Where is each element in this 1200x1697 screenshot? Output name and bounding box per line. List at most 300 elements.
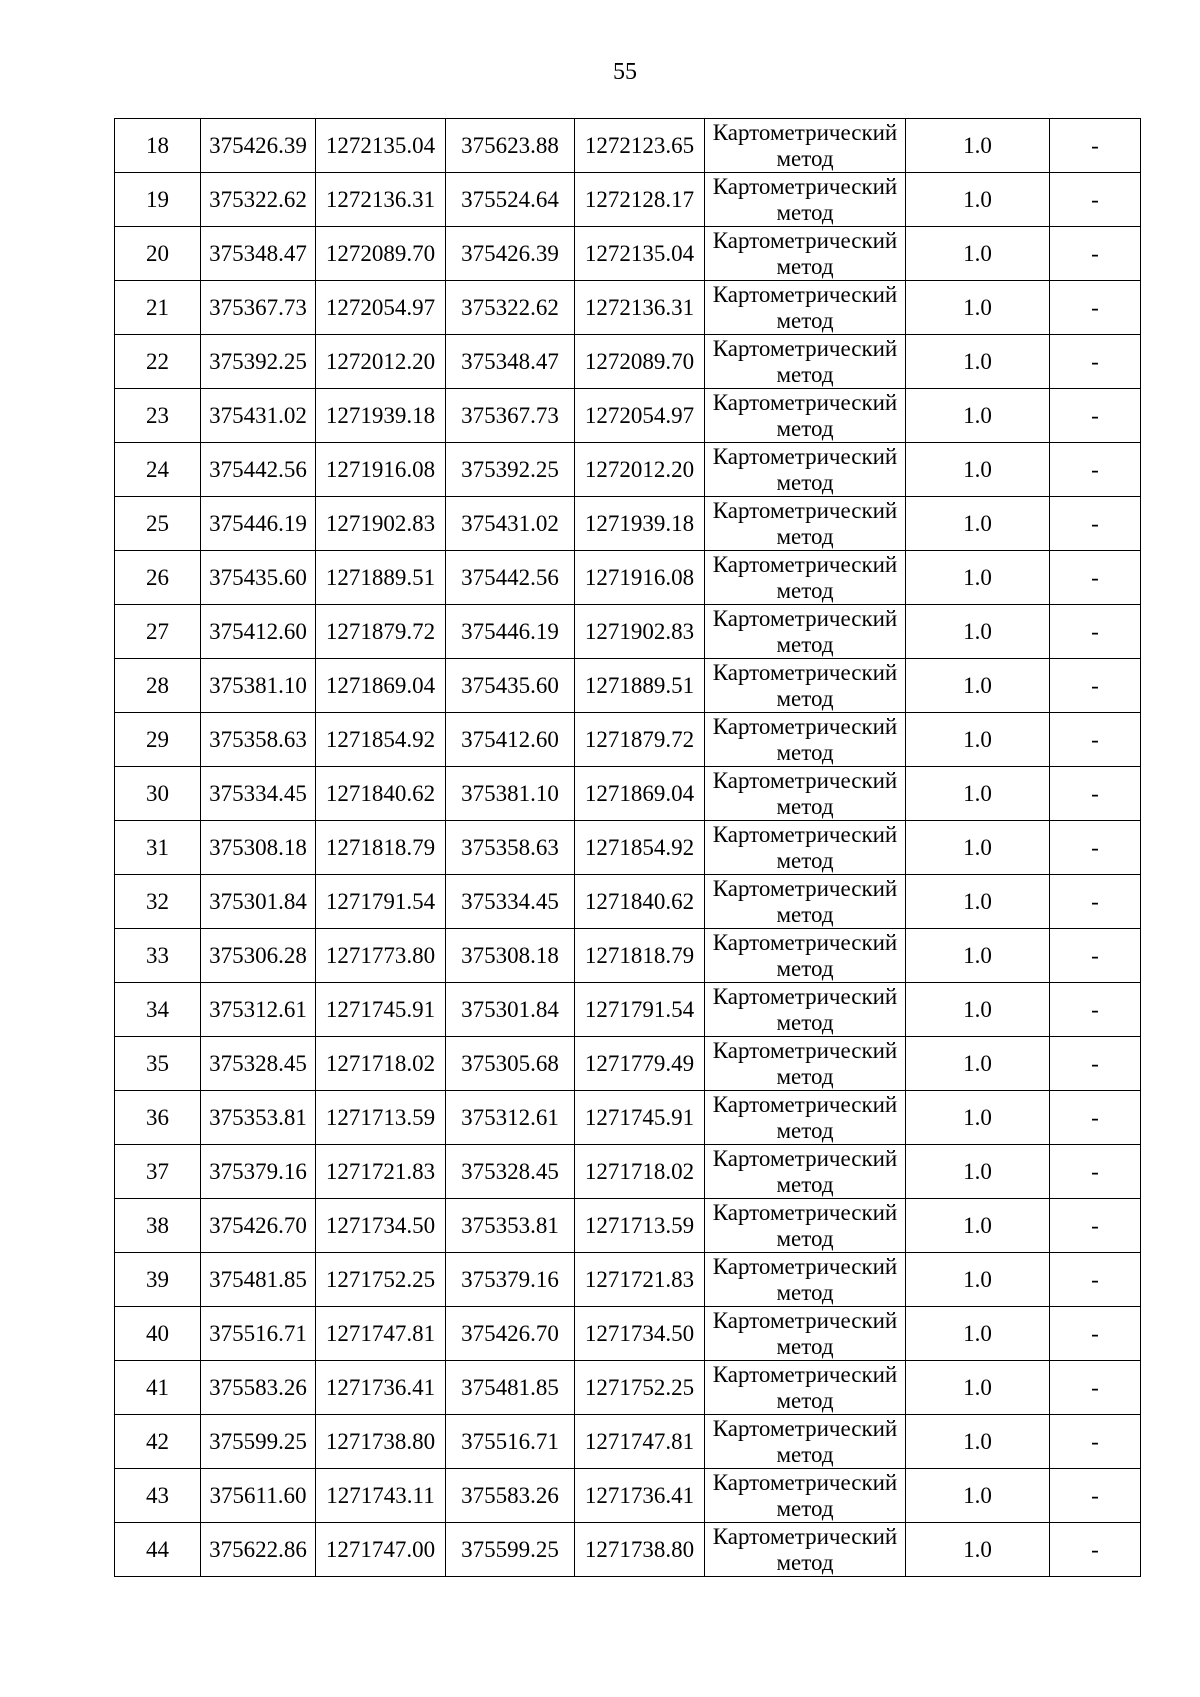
note-cell: - <box>1050 1469 1141 1523</box>
method-cell <box>705 1307 906 1361</box>
note-cell: - <box>1050 551 1141 605</box>
point-number-cell: 28 <box>115 659 201 713</box>
y-coordinate-cell: 1271773.80 <box>316 929 446 983</box>
method-label-line1: Картометрический <box>712 173 898 199</box>
note-cell: - <box>1050 497 1141 551</box>
x-prev-coordinate-cell: 375446.19 <box>446 605 575 659</box>
point-number-cell: 37 <box>115 1145 201 1199</box>
y-prev-coordinate-cell: 1271738.80 <box>575 1523 705 1577</box>
y-prev-coordinate-cell: 1271779.49 <box>575 1037 705 1091</box>
accuracy-cell: 1.0 <box>906 659 1050 713</box>
accuracy-cell: 1.0 <box>906 929 1050 983</box>
x-coordinate-cell: 375306.28 <box>201 929 316 983</box>
x-coordinate-cell: 375348.47 <box>201 227 316 281</box>
method-label-line2: метод <box>776 1063 834 1089</box>
y-prev-coordinate-cell: 1271869.04 <box>575 767 705 821</box>
y-coordinate-cell: 1271745.91 <box>316 983 446 1037</box>
accuracy-cell: 1.0 <box>906 1361 1050 1415</box>
table-row <box>115 227 1141 281</box>
y-coordinate-cell: 1271791.54 <box>316 875 446 929</box>
method-label-line1: Картометрический <box>712 1469 898 1495</box>
method-label-line2: метод <box>776 1549 834 1575</box>
y-prev-coordinate-cell: 1271791.54 <box>575 983 705 1037</box>
y-coordinate-cell: 1272054.97 <box>316 281 446 335</box>
method-label-line2: метод <box>776 523 834 549</box>
x-prev-coordinate-cell: 375305.68 <box>446 1037 575 1091</box>
note-cell: - <box>1050 1199 1141 1253</box>
y-coordinate-cell: 1271747.81 <box>316 1307 446 1361</box>
y-coordinate-cell: 1271818.79 <box>316 821 446 875</box>
point-number-cell: 21 <box>115 281 201 335</box>
method-label-line2: метод <box>776 1009 834 1035</box>
point-number-cell: 23 <box>115 389 201 443</box>
method-cell <box>705 1037 906 1091</box>
method-label-line2: метод <box>776 577 834 603</box>
point-number-cell: 25 <box>115 497 201 551</box>
accuracy-cell: 1.0 <box>906 875 1050 929</box>
x-coordinate-cell: 375328.45 <box>201 1037 316 1091</box>
method-cell <box>705 281 906 335</box>
x-prev-coordinate-cell: 375524.64 <box>446 173 575 227</box>
method-label-line1: Картометрический <box>712 335 898 361</box>
method-cell <box>705 497 906 551</box>
y-coordinate-cell: 1271713.59 <box>316 1091 446 1145</box>
x-prev-coordinate-cell: 375431.02 <box>446 497 575 551</box>
table-row <box>115 713 1141 767</box>
y-coordinate-cell: 1271902.83 <box>316 497 446 551</box>
accuracy-cell: 1.0 <box>906 1199 1050 1253</box>
y-coordinate-cell: 1271869.04 <box>316 659 446 713</box>
note-cell: - <box>1050 227 1141 281</box>
table-row <box>115 443 1141 497</box>
accuracy-cell: 1.0 <box>906 551 1050 605</box>
y-prev-coordinate-cell: 1271718.02 <box>575 1145 705 1199</box>
table-row <box>115 1469 1141 1523</box>
point-number-cell: 39 <box>115 1253 201 1307</box>
x-prev-coordinate-cell: 375334.45 <box>446 875 575 929</box>
y-prev-coordinate-cell: 1271818.79 <box>575 929 705 983</box>
table-row <box>115 875 1141 929</box>
method-cell <box>705 605 906 659</box>
y-prev-coordinate-cell: 1271902.83 <box>575 605 705 659</box>
y-prev-coordinate-cell: 1272136.31 <box>575 281 705 335</box>
note-cell: - <box>1050 767 1141 821</box>
point-number-cell: 30 <box>115 767 201 821</box>
x-coordinate-cell: 375516.71 <box>201 1307 316 1361</box>
method-label-line2: метод <box>776 1279 834 1305</box>
x-coordinate-cell: 375381.10 <box>201 659 316 713</box>
y-prev-coordinate-cell: 1271939.18 <box>575 497 705 551</box>
method-label-line1: Картометрический <box>712 659 898 685</box>
accuracy-cell: 1.0 <box>906 497 1050 551</box>
note-cell: - <box>1050 1415 1141 1469</box>
method-cell <box>705 983 906 1037</box>
point-number-cell: 18 <box>115 119 201 173</box>
y-prev-coordinate-cell: 1271879.72 <box>575 713 705 767</box>
method-label-line1: Картометрический <box>712 983 898 1009</box>
point-number-cell: 38 <box>115 1199 201 1253</box>
method-cell <box>705 389 906 443</box>
method-cell <box>705 1199 906 1253</box>
note-cell: - <box>1050 659 1141 713</box>
y-prev-coordinate-cell: 1271916.08 <box>575 551 705 605</box>
table-row <box>115 1199 1141 1253</box>
note-cell: - <box>1050 443 1141 497</box>
y-prev-coordinate-cell: 1272054.97 <box>575 389 705 443</box>
note-cell: - <box>1050 1523 1141 1577</box>
method-label-line2: метод <box>776 199 834 225</box>
note-cell: - <box>1050 1307 1141 1361</box>
method-cell <box>705 119 906 173</box>
table-row <box>115 1145 1141 1199</box>
x-coordinate-cell: 375322.62 <box>201 173 316 227</box>
x-prev-coordinate-cell: 375353.81 <box>446 1199 575 1253</box>
note-cell: - <box>1050 875 1141 929</box>
accuracy-cell: 1.0 <box>906 1145 1050 1199</box>
method-label-line1: Картометрический <box>712 497 898 523</box>
table-row <box>115 767 1141 821</box>
x-coordinate-cell: 375435.60 <box>201 551 316 605</box>
method-cell <box>705 659 906 713</box>
method-cell <box>705 335 906 389</box>
y-prev-coordinate-cell: 1272123.65 <box>575 119 705 173</box>
method-label-line2: метод <box>776 1171 834 1197</box>
method-label-line2: метод <box>776 307 834 333</box>
y-prev-coordinate-cell: 1271745.91 <box>575 1091 705 1145</box>
table-row <box>115 1523 1141 1577</box>
method-label-line2: метод <box>776 1441 834 1467</box>
accuracy-cell: 1.0 <box>906 173 1050 227</box>
accuracy-cell: 1.0 <box>906 713 1050 767</box>
y-prev-coordinate-cell: 1271752.25 <box>575 1361 705 1415</box>
x-prev-coordinate-cell: 375599.25 <box>446 1523 575 1577</box>
x-prev-coordinate-cell: 375301.84 <box>446 983 575 1037</box>
x-prev-coordinate-cell: 375481.85 <box>446 1361 575 1415</box>
x-prev-coordinate-cell: 375583.26 <box>446 1469 575 1523</box>
x-prev-coordinate-cell: 375348.47 <box>446 335 575 389</box>
y-coordinate-cell: 1271939.18 <box>316 389 446 443</box>
table-row <box>115 119 1141 173</box>
method-cell <box>705 875 906 929</box>
table-row <box>115 1037 1141 1091</box>
method-label-line1: Картометрический <box>712 713 898 739</box>
accuracy-cell: 1.0 <box>906 1523 1050 1577</box>
x-coordinate-cell: 375622.86 <box>201 1523 316 1577</box>
y-coordinate-cell: 1271738.80 <box>316 1415 446 1469</box>
method-label-line2: метод <box>776 793 834 819</box>
x-coordinate-cell: 375426.39 <box>201 119 316 173</box>
accuracy-cell: 1.0 <box>906 389 1050 443</box>
y-coordinate-cell: 1271743.11 <box>316 1469 446 1523</box>
note-cell: - <box>1050 929 1141 983</box>
note-cell: - <box>1050 821 1141 875</box>
point-number-cell: 26 <box>115 551 201 605</box>
y-prev-coordinate-cell: 1271889.51 <box>575 659 705 713</box>
accuracy-cell: 1.0 <box>906 821 1050 875</box>
note-cell: - <box>1050 335 1141 389</box>
x-prev-coordinate-cell: 375367.73 <box>446 389 575 443</box>
y-prev-coordinate-cell: 1271721.83 <box>575 1253 705 1307</box>
accuracy-cell: 1.0 <box>906 281 1050 335</box>
point-number-cell: 31 <box>115 821 201 875</box>
note-cell: - <box>1050 1361 1141 1415</box>
y-coordinate-cell: 1271889.51 <box>316 551 446 605</box>
x-coordinate-cell: 375599.25 <box>201 1415 316 1469</box>
point-number-cell: 44 <box>115 1523 201 1577</box>
method-label-line2: метод <box>776 847 834 873</box>
x-prev-coordinate-cell: 375426.70 <box>446 1307 575 1361</box>
method-label-line2: метод <box>776 685 834 711</box>
accuracy-cell: 1.0 <box>906 1091 1050 1145</box>
method-cell <box>705 1523 906 1577</box>
table-row <box>115 1307 1141 1361</box>
method-label-line1: Картометрический <box>712 389 898 415</box>
x-coordinate-cell: 375583.26 <box>201 1361 316 1415</box>
y-coordinate-cell: 1272012.20 <box>316 335 446 389</box>
y-coordinate-cell: 1271916.08 <box>316 443 446 497</box>
method-label-line2: метод <box>776 739 834 765</box>
x-prev-coordinate-cell: 375312.61 <box>446 1091 575 1145</box>
accuracy-cell: 1.0 <box>906 1307 1050 1361</box>
y-prev-coordinate-cell: 1271713.59 <box>575 1199 705 1253</box>
y-coordinate-cell: 1272136.31 <box>316 173 446 227</box>
x-coordinate-cell: 375334.45 <box>201 767 316 821</box>
table-row <box>115 389 1141 443</box>
point-number-cell: 40 <box>115 1307 201 1361</box>
x-coordinate-cell: 375431.02 <box>201 389 316 443</box>
x-coordinate-cell: 375353.81 <box>201 1091 316 1145</box>
table-row <box>115 551 1141 605</box>
method-label-line1: Картометрический <box>712 227 898 253</box>
point-number-cell: 35 <box>115 1037 201 1091</box>
table-row <box>115 497 1141 551</box>
method-cell <box>705 767 906 821</box>
accuracy-cell: 1.0 <box>906 1253 1050 1307</box>
accuracy-cell: 1.0 <box>906 119 1050 173</box>
accuracy-cell: 1.0 <box>906 227 1050 281</box>
accuracy-cell: 1.0 <box>906 1415 1050 1469</box>
method-label-line1: Картометрический <box>712 1523 898 1549</box>
x-coordinate-cell: 375412.60 <box>201 605 316 659</box>
accuracy-cell: 1.0 <box>906 1469 1050 1523</box>
x-coordinate-cell: 375312.61 <box>201 983 316 1037</box>
method-label-line2: метод <box>776 361 834 387</box>
method-cell <box>705 173 906 227</box>
method-cell <box>705 713 906 767</box>
x-coordinate-cell: 375379.16 <box>201 1145 316 1199</box>
accuracy-cell: 1.0 <box>906 335 1050 389</box>
method-label-line2: метод <box>776 253 834 279</box>
x-coordinate-cell: 375367.73 <box>201 281 316 335</box>
table-body <box>115 119 1141 1577</box>
table-row <box>115 983 1141 1037</box>
y-coordinate-cell: 1271747.00 <box>316 1523 446 1577</box>
method-cell <box>705 821 906 875</box>
x-prev-coordinate-cell: 375308.18 <box>446 929 575 983</box>
accuracy-cell: 1.0 <box>906 605 1050 659</box>
accuracy-cell: 1.0 <box>906 443 1050 497</box>
y-coordinate-cell: 1271840.62 <box>316 767 446 821</box>
method-label-line2: метод <box>776 1387 834 1413</box>
table-row <box>115 1091 1141 1145</box>
method-label-line2: метод <box>776 469 834 495</box>
x-coordinate-cell: 375611.60 <box>201 1469 316 1523</box>
method-label-line2: метод <box>776 631 834 657</box>
point-number-cell: 32 <box>115 875 201 929</box>
x-prev-coordinate-cell: 375328.45 <box>446 1145 575 1199</box>
method-cell <box>705 1415 906 1469</box>
x-prev-coordinate-cell: 375516.71 <box>446 1415 575 1469</box>
note-cell: - <box>1050 173 1141 227</box>
table-row <box>115 173 1141 227</box>
point-number-cell: 43 <box>115 1469 201 1523</box>
method-label-line1: Картометрический <box>712 551 898 577</box>
method-label-line1: Картометрический <box>712 875 898 901</box>
y-coordinate-cell: 1271752.25 <box>316 1253 446 1307</box>
method-label-line1: Картометрический <box>712 119 898 145</box>
method-label-line2: метод <box>776 955 834 981</box>
accuracy-cell: 1.0 <box>906 983 1050 1037</box>
point-number-cell: 33 <box>115 929 201 983</box>
method-label-line1: Картометрический <box>712 1361 898 1387</box>
method-cell <box>705 551 906 605</box>
point-number-cell: 36 <box>115 1091 201 1145</box>
y-prev-coordinate-cell: 1271747.81 <box>575 1415 705 1469</box>
method-cell <box>705 1253 906 1307</box>
note-cell: - <box>1050 1037 1141 1091</box>
x-prev-coordinate-cell: 375623.88 <box>446 119 575 173</box>
point-number-cell: 42 <box>115 1415 201 1469</box>
x-prev-coordinate-cell: 375426.39 <box>446 227 575 281</box>
method-label-line1: Картометрический <box>712 929 898 955</box>
table-row <box>115 1361 1141 1415</box>
method-cell <box>705 929 906 983</box>
method-label-line2: метод <box>776 1117 834 1143</box>
method-label-line1: Картометрический <box>712 1037 898 1063</box>
x-coordinate-cell: 375442.56 <box>201 443 316 497</box>
method-cell <box>705 227 906 281</box>
x-coordinate-cell: 375392.25 <box>201 335 316 389</box>
table-row <box>115 659 1141 713</box>
x-prev-coordinate-cell: 375392.25 <box>446 443 575 497</box>
method-cell <box>705 1469 906 1523</box>
x-prev-coordinate-cell: 375442.56 <box>446 551 575 605</box>
y-prev-coordinate-cell: 1271736.41 <box>575 1469 705 1523</box>
note-cell: - <box>1050 389 1141 443</box>
y-coordinate-cell: 1271721.83 <box>316 1145 446 1199</box>
method-label-line2: метод <box>776 1225 834 1251</box>
y-coordinate-cell: 1271736.41 <box>316 1361 446 1415</box>
note-cell: - <box>1050 605 1141 659</box>
note-cell: - <box>1050 1253 1141 1307</box>
method-label-line1: Картометрический <box>712 281 898 307</box>
y-coordinate-cell: 1271718.02 <box>316 1037 446 1091</box>
table-row <box>115 821 1141 875</box>
point-number-cell: 34 <box>115 983 201 1037</box>
y-prev-coordinate-cell: 1272135.04 <box>575 227 705 281</box>
method-label-line1: Картометрический <box>712 1253 898 1279</box>
point-number-cell: 29 <box>115 713 201 767</box>
x-coordinate-cell: 375446.19 <box>201 497 316 551</box>
method-label-line2: метод <box>776 1495 834 1521</box>
method-label-line1: Картометрический <box>712 821 898 847</box>
note-cell: - <box>1050 713 1141 767</box>
y-coordinate-cell: 1272135.04 <box>316 119 446 173</box>
method-label-line1: Картометрический <box>712 1307 898 1333</box>
table-row <box>115 335 1141 389</box>
method-label-line1: Картометрический <box>712 605 898 631</box>
y-coordinate-cell: 1271879.72 <box>316 605 446 659</box>
method-label-line1: Картометрический <box>712 1091 898 1117</box>
y-prev-coordinate-cell: 1271854.92 <box>575 821 705 875</box>
note-cell: - <box>1050 1091 1141 1145</box>
point-number-cell: 27 <box>115 605 201 659</box>
point-number-cell: 20 <box>115 227 201 281</box>
x-prev-coordinate-cell: 375435.60 <box>446 659 575 713</box>
x-prev-coordinate-cell: 375412.60 <box>446 713 575 767</box>
coordinates-table <box>114 118 1141 1577</box>
method-label-line1: Картометрический <box>712 1199 898 1225</box>
x-prev-coordinate-cell: 375322.62 <box>446 281 575 335</box>
table-row <box>115 605 1141 659</box>
table-row <box>115 1415 1141 1469</box>
method-cell <box>705 1361 906 1415</box>
method-label-line2: метод <box>776 145 834 171</box>
table-row <box>115 1253 1141 1307</box>
x-coordinate-cell: 375308.18 <box>201 821 316 875</box>
x-prev-coordinate-cell: 375381.10 <box>446 767 575 821</box>
y-coordinate-cell: 1271734.50 <box>316 1199 446 1253</box>
y-prev-coordinate-cell: 1271840.62 <box>575 875 705 929</box>
accuracy-cell: 1.0 <box>906 767 1050 821</box>
page-number: 55 <box>613 59 637 85</box>
method-cell <box>705 443 906 497</box>
x-coordinate-cell: 375426.70 <box>201 1199 316 1253</box>
y-coordinate-cell: 1271854.92 <box>316 713 446 767</box>
method-label-line1: Картометрический <box>712 1415 898 1441</box>
note-cell: - <box>1050 1145 1141 1199</box>
x-coordinate-cell: 375358.63 <box>201 713 316 767</box>
method-cell <box>705 1091 906 1145</box>
x-coordinate-cell: 375481.85 <box>201 1253 316 1307</box>
y-coordinate-cell: 1272089.70 <box>316 227 446 281</box>
point-number-cell: 24 <box>115 443 201 497</box>
x-prev-coordinate-cell: 375358.63 <box>446 821 575 875</box>
note-cell: - <box>1050 983 1141 1037</box>
table-row <box>115 929 1141 983</box>
method-label-line2: метод <box>776 1333 834 1359</box>
point-number-cell: 19 <box>115 173 201 227</box>
note-cell: - <box>1050 119 1141 173</box>
point-number-cell: 41 <box>115 1361 201 1415</box>
y-prev-coordinate-cell: 1272089.70 <box>575 335 705 389</box>
y-prev-coordinate-cell: 1271734.50 <box>575 1307 705 1361</box>
accuracy-cell: 1.0 <box>906 1037 1050 1091</box>
x-coordinate-cell: 375301.84 <box>201 875 316 929</box>
method-label-line2: метод <box>776 901 834 927</box>
note-cell: - <box>1050 281 1141 335</box>
method-label-line1: Картометрический <box>712 443 898 469</box>
method-label-line2: метод <box>776 415 834 441</box>
method-label-line1: Картометрический <box>712 767 898 793</box>
y-prev-coordinate-cell: 1272012.20 <box>575 443 705 497</box>
y-prev-coordinate-cell: 1272128.17 <box>575 173 705 227</box>
point-number-cell: 22 <box>115 335 201 389</box>
method-cell <box>705 1145 906 1199</box>
x-prev-coordinate-cell: 375379.16 <box>446 1253 575 1307</box>
table-row <box>115 281 1141 335</box>
method-label-line1: Картометрический <box>712 1145 898 1171</box>
